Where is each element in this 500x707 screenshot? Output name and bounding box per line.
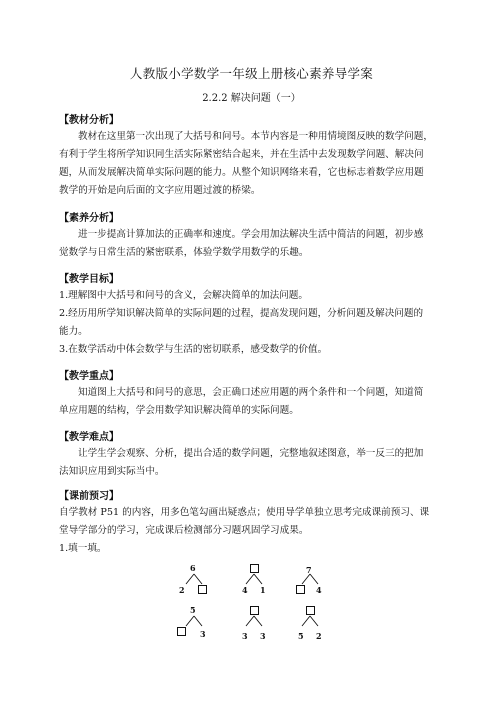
tree-right-number: 2 bbox=[316, 631, 322, 641]
para-line: 单应用题的结构，学会用数学知识解决简单的实际问题。 bbox=[59, 405, 299, 416]
para-analysis bbox=[59, 128, 444, 200]
para-line: 教材在这里第一次出现了大括号和问号。本节内容是一种用情境图反映的数学问题， bbox=[78, 131, 433, 142]
answer-box[interactable] bbox=[250, 564, 259, 573]
answer-box[interactable] bbox=[177, 627, 186, 636]
number-tree bbox=[234, 607, 274, 647]
para-line: 堂导学部分的学习，完成课后检测部分习题巩固学习成果。 bbox=[59, 525, 309, 536]
tree-right-number: 1 bbox=[260, 585, 266, 595]
number-tree bbox=[290, 607, 330, 647]
answer-box[interactable] bbox=[306, 606, 315, 615]
tree-right-number: 4 bbox=[316, 585, 322, 595]
para-line: 有利于学生将所学知识同生活实际紧密结合起来，并在生活中去发现数学问题、解决问 bbox=[59, 149, 424, 160]
tree-right-number: 3 bbox=[260, 631, 266, 641]
tree-top-number: 7 bbox=[306, 565, 312, 575]
tree-top-number: 5 bbox=[190, 605, 196, 615]
para-line: 知道图上大括号和问号的意思，会正确口述应用题的两个条件和一个问题，知道简 bbox=[78, 387, 424, 398]
para-line: 让学生学会观察、分析，提出合适的数学问题，完整地叙述图意，举一反三的把加 bbox=[78, 448, 424, 459]
goal-item: 能力。 bbox=[59, 326, 88, 337]
tree-left-number: 4 bbox=[242, 585, 248, 595]
heading-difficulty: 【教学难点】 bbox=[59, 432, 119, 443]
number-tree bbox=[234, 565, 274, 605]
goal-item: 1.理解图中大括号和问号的含义，会解决简单的加法问题。 bbox=[59, 290, 308, 301]
para-preview bbox=[59, 504, 444, 558]
para-key bbox=[59, 384, 444, 420]
tree-right-number: 3 bbox=[200, 629, 206, 639]
para-line: 题，从而发展解决简单实际问题的能力。从整个知识网络来看，它也标志着数学应用题 bbox=[59, 167, 424, 178]
list-goals bbox=[59, 287, 444, 359]
para-line: 进一步提高计算加法的正确率和速度。学会用加法解决生活中简洁的问题，初步感 bbox=[78, 229, 424, 240]
exercise-prompt: 1.填一填。 bbox=[59, 543, 107, 554]
tree-left-number: 3 bbox=[242, 631, 248, 641]
para-line: 教学的开始是向后面的文字应用题过渡的桥梁。 bbox=[59, 185, 261, 196]
tree-left-number: 5 bbox=[298, 631, 304, 641]
tree-left-number: 2 bbox=[179, 585, 185, 595]
number-tree bbox=[174, 565, 214, 605]
para-difficulty bbox=[59, 445, 444, 481]
heading-literacy: 【素养分析】 bbox=[59, 213, 119, 224]
heading-analysis: 【教材分析】 bbox=[59, 115, 119, 126]
para-literacy bbox=[59, 226, 444, 262]
document-subtitle: 2.2.2 解决问题（一） bbox=[202, 93, 301, 104]
number-tree bbox=[290, 565, 330, 605]
answer-box[interactable] bbox=[198, 585, 207, 594]
answer-box[interactable] bbox=[296, 585, 305, 594]
para-line: 自学教材 P51 的内容，用多色笔勾画出疑惑点；使用导学单独立思考完成课前预习、课 bbox=[59, 507, 430, 518]
para-line: 法知识应用到实际当中。 bbox=[59, 466, 165, 477]
tree-top-number: 6 bbox=[190, 563, 196, 573]
answer-box[interactable] bbox=[250, 606, 259, 615]
para-line: 觉数学与日常生活的紧密联系，体验学数学用数学的乐趣。 bbox=[59, 247, 309, 258]
goal-item: 2.经历用所学知识解决简单的实际问题的过程，提高发现问题，分析问题及解决问题的 bbox=[59, 308, 424, 319]
document-title: 人教版小学数学一年级上册核心素养导学案 bbox=[129, 66, 374, 81]
number-trees bbox=[160, 563, 360, 653]
number-tree bbox=[174, 607, 214, 647]
heading-key: 【教学重点】 bbox=[59, 371, 119, 382]
heading-goals: 【教学目标】 bbox=[59, 274, 119, 285]
goal-item: 3.在数学活动中体会数学与生活的密切联系，感受数学的价值。 bbox=[59, 344, 328, 355]
heading-preview: 【课前预习】 bbox=[59, 491, 119, 502]
